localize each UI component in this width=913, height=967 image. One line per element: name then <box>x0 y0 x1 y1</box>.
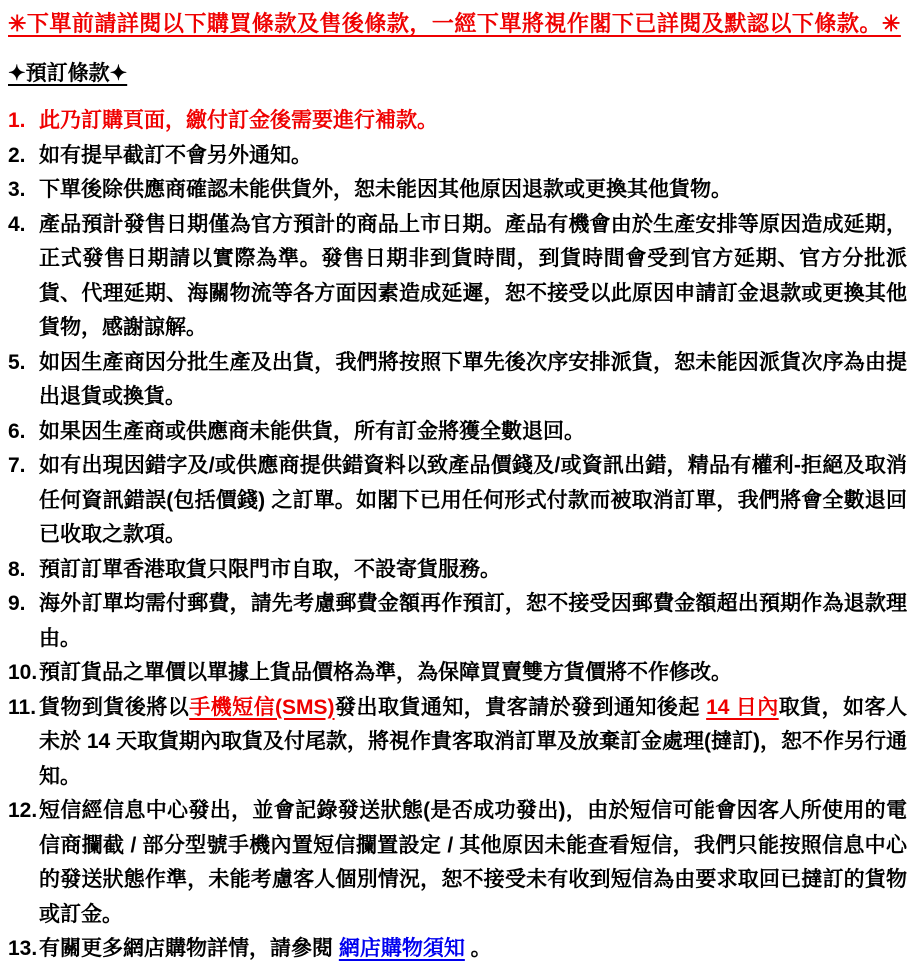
term-segment: 有關更多網店購物詳情，請參閱 <box>39 937 339 960</box>
term-text <box>39 656 907 691</box>
term-text <box>39 415 907 450</box>
term-number: 10. <box>8 661 38 684</box>
term-text <box>39 553 907 588</box>
term-item-7 <box>8 449 907 553</box>
term-number: 4. <box>8 212 26 236</box>
term-text <box>39 346 907 415</box>
term-item-12 <box>8 794 907 932</box>
term-segment: 產品預計發售日期僅為官方預計的商品上市日期。產品有機會由於生產安排等原因造成延期，正式發售日期請以實際為準。發售日期非到貨時間，到貨時間會受到官方延期、官方分批派貨、代理延期、海關物流等各方面因素造成延遲，恕不接受以此原因申請訂金退款或更換其他貨物，感謝諒解。 <box>39 212 907 339</box>
term-number: 7. <box>8 454 26 477</box>
term-highlight: 14 日內 <box>706 695 779 719</box>
term-number: 11. <box>8 695 37 719</box>
term-segment: 此乃訂購頁面，繳付訂金後需要進行補款。 <box>39 109 438 132</box>
warning-title: ✳下單前請詳閱以下購買條款及售後條款，一經下單將視作閣下已詳閱及默認以下條款。✳ <box>8 11 901 36</box>
term-number: 5. <box>8 350 26 374</box>
term-item-8 <box>8 553 907 588</box>
term-text <box>39 794 907 932</box>
term-segment: 貨物到貨後將以 <box>39 695 190 719</box>
term-text <box>39 691 907 795</box>
term-item-4 <box>8 208 907 346</box>
term-segment: 短信經信息中心發出，並會記錄發送狀態(是否成功發出)，由於短信可能會因客人所使用的電信商攔截 / 部分型號手機內置短信攔置設定 / 其他原因未能查看短信，我們只能按照信息中心的發送狀態作準，未能考慮客人個別情況，恕不接受未有收到短信為由要求取回已撻訂的貨物或訂金。 <box>39 799 907 926</box>
term-item-13 <box>8 932 907 967</box>
term-segment: 如有出現因錯字及/或供應商提供錯資料以致產品價錢及/或資訊出錯，精品有權利-拒絕及取消任何資訊錯誤(包括價錢) 之訂單。如閣下已用任何形式付款而被取消訂單，我們將會全數退回已收取之款項。 <box>39 454 907 546</box>
term-segment: 如有提早截訂不會另外通知。 <box>39 143 312 167</box>
term-segment: 預訂貨品之單價以單據上貨品價格為準，為保障買賣雙方貨價將不作修改。 <box>39 661 732 684</box>
term-item-10 <box>8 656 907 691</box>
term-text <box>39 139 907 174</box>
term-highlight: 手機短信(SMS) <box>189 695 335 719</box>
term-segment: 取貨，如客人未於 14 天取貨期內取貨及付尾款，將視作貴客取消訂單及放棄訂金處理(撻訂)，恕不作另行通知。 <box>39 695 908 788</box>
term-number: 6. <box>8 419 26 443</box>
term-segment: 預訂訂單香港取貨只限門市自取，不設寄貨服務。 <box>39 557 501 581</box>
term-text <box>39 587 907 656</box>
term-item-9 <box>8 587 907 656</box>
term-number: 9. <box>8 592 26 615</box>
term-segment: 如因生產商因分批生產及出貨，我們將按照下單先後次序安排派貨，恕未能因派貨次序為由提出退貨或換貨。 <box>39 350 907 408</box>
term-segment: 如果因生產商或供應商未能供貨，所有訂金將獲全數退回。 <box>39 419 585 443</box>
terms-list <box>8 104 907 967</box>
store-shopping-guide-link[interactable]: 網店購物須知 <box>338 937 465 960</box>
term-text <box>39 104 907 139</box>
term-segment: 下單後除供應商確認未能供貨外，恕未能因其他原因退款或更換其他貨物。 <box>39 178 732 201</box>
section-title: ✦預訂條款✦ <box>8 62 128 85</box>
term-text <box>39 449 907 553</box>
term-segment: 發出取貨通知，貴客請於發到通知後起 <box>334 695 707 719</box>
term-item-3 <box>8 173 907 208</box>
term-item-2 <box>8 139 907 174</box>
term-number: 1. <box>8 109 26 132</box>
term-segment: 。 <box>464 937 492 960</box>
term-segment: 海外訂單均需付郵費，請先考慮郵費金額再作預訂，恕不接受因郵費金額超出預期作為退款理由。 <box>39 592 907 650</box>
term-number: 3. <box>8 178 26 201</box>
term-number: 2. <box>8 143 26 167</box>
term-number: 13. <box>8 937 38 960</box>
term-item-5 <box>8 346 907 415</box>
term-item-6 <box>8 415 907 450</box>
term-number: 12. <box>8 799 38 822</box>
term-text <box>39 173 907 208</box>
term-text <box>39 932 907 967</box>
term-number: 8. <box>8 557 26 581</box>
term-text <box>39 208 907 346</box>
term-item-11 <box>8 691 907 795</box>
term-item-1 <box>8 104 907 139</box>
